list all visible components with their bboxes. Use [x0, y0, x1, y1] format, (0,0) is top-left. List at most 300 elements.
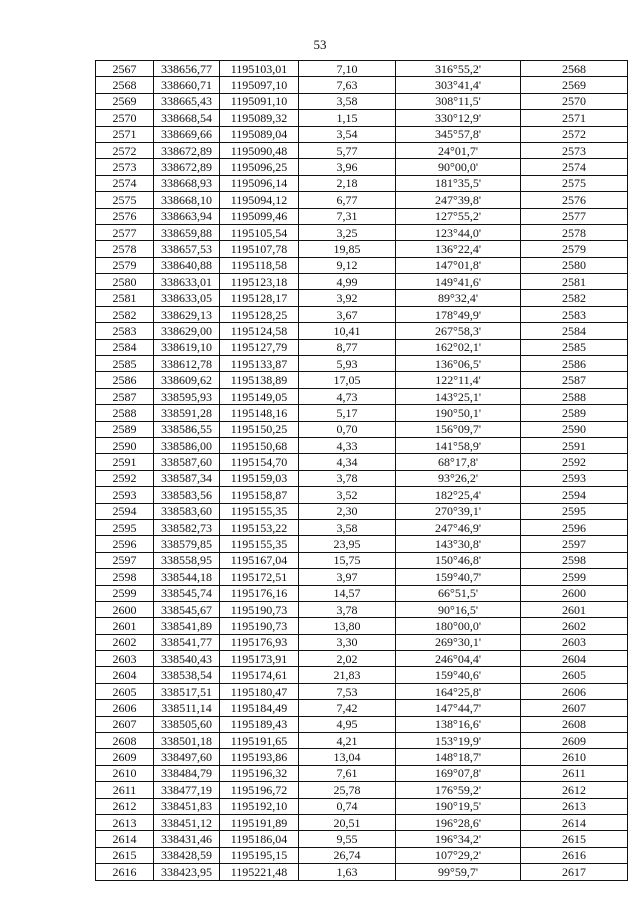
- bearing-cell: 107°29,2': [396, 847, 521, 863]
- to-point-cell: 2580: [521, 257, 628, 273]
- bearing-cell: 316°55,2': [396, 61, 521, 77]
- length-cell: 3,58: [299, 93, 396, 109]
- table-row: [96, 224, 628, 240]
- y-coordinate-cell: 1195167,04: [220, 552, 299, 568]
- table-row: [96, 798, 628, 814]
- from-point-cell: 2598: [96, 569, 154, 585]
- y-coordinate-cell: 1195189,43: [220, 716, 299, 732]
- bearing-cell: 190°19,5': [396, 798, 521, 814]
- bearing-cell: 196°28,6': [396, 814, 521, 830]
- y-coordinate-cell: 1195154,70: [220, 454, 299, 470]
- x-coordinate-cell: 338629,00: [154, 323, 220, 339]
- length-cell: 17,05: [299, 372, 396, 388]
- x-coordinate-cell: 338672,89: [154, 159, 220, 175]
- from-point-cell: 2596: [96, 536, 154, 552]
- from-point-cell: 2584: [96, 339, 154, 355]
- to-point-cell: 2603: [521, 634, 628, 650]
- x-coordinate-cell: 338423,95: [154, 864, 220, 880]
- from-point-cell: 2576: [96, 208, 154, 224]
- length-cell: 7,10: [299, 61, 396, 77]
- x-coordinate-cell: 338579,85: [154, 536, 220, 552]
- to-point-cell: 2584: [521, 323, 628, 339]
- length-cell: 7,31: [299, 208, 396, 224]
- to-point-cell: 2569: [521, 77, 628, 93]
- from-point-cell: 2599: [96, 585, 154, 601]
- bearing-cell: 164°25,8': [396, 683, 521, 699]
- bearing-cell: 345°57,8': [396, 126, 521, 142]
- bearing-cell: 136°06,5': [396, 356, 521, 372]
- y-coordinate-cell: 1195153,22: [220, 519, 299, 535]
- from-point-cell: 2589: [96, 421, 154, 437]
- table-row: [96, 437, 628, 453]
- table-row: [96, 733, 628, 749]
- to-point-cell: 2581: [521, 274, 628, 290]
- table-row: [96, 356, 628, 372]
- bearing-cell: 269°30,1': [396, 634, 521, 650]
- x-coordinate-cell: 338540,43: [154, 651, 220, 667]
- x-coordinate-cell: 338663,94: [154, 208, 220, 224]
- length-cell: 3,96: [299, 159, 396, 175]
- y-coordinate-cell: 1195196,32: [220, 765, 299, 781]
- y-coordinate-cell: 1195148,16: [220, 405, 299, 421]
- length-cell: 3,78: [299, 601, 396, 617]
- from-point-cell: 2593: [96, 487, 154, 503]
- from-point-cell: 2572: [96, 142, 154, 158]
- y-coordinate-cell: 1195097,10: [220, 77, 299, 93]
- length-cell: 3,97: [299, 569, 396, 585]
- x-coordinate-cell: 338497,60: [154, 749, 220, 765]
- bearing-cell: 330°12,9': [396, 110, 521, 126]
- table-row: [96, 487, 628, 503]
- length-cell: 3,78: [299, 470, 396, 486]
- length-cell: 0,70: [299, 421, 396, 437]
- y-coordinate-cell: 1195103,01: [220, 61, 299, 77]
- length-cell: 13,04: [299, 749, 396, 765]
- table-row: [96, 208, 628, 224]
- y-coordinate-cell: 1195150,68: [220, 437, 299, 453]
- from-point-cell: 2592: [96, 470, 154, 486]
- y-coordinate-cell: 1195176,16: [220, 585, 299, 601]
- x-coordinate-cell: 338545,67: [154, 601, 220, 617]
- bearing-cell: 176°59,2': [396, 782, 521, 798]
- x-coordinate-cell: 338484,79: [154, 765, 220, 781]
- to-point-cell: 2595: [521, 503, 628, 519]
- to-point-cell: 2587: [521, 372, 628, 388]
- x-coordinate-cell: 338633,01: [154, 274, 220, 290]
- table-row: [96, 77, 628, 93]
- y-coordinate-cell: 1195150,25: [220, 421, 299, 437]
- bearing-cell: 93°26,2': [396, 470, 521, 486]
- x-coordinate-cell: 338451,12: [154, 814, 220, 830]
- x-coordinate-cell: 338477,19: [154, 782, 220, 798]
- bearing-cell: 267°58,3': [396, 323, 521, 339]
- bearing-cell: 136°22,4': [396, 241, 521, 257]
- x-coordinate-cell: 338431,46: [154, 831, 220, 847]
- from-point-cell: 2580: [96, 274, 154, 290]
- from-point-cell: 2608: [96, 733, 154, 749]
- to-point-cell: 2608: [521, 716, 628, 732]
- to-point-cell: 2578: [521, 224, 628, 240]
- length-cell: 3,58: [299, 519, 396, 535]
- page-number: 53: [313, 37, 327, 52]
- length-cell: 3,25: [299, 224, 396, 240]
- from-point-cell: 2575: [96, 192, 154, 208]
- y-coordinate-cell: 1195089,32: [220, 110, 299, 126]
- table-row: [96, 618, 628, 634]
- x-coordinate-cell: 338544,18: [154, 569, 220, 585]
- to-point-cell: 2582: [521, 290, 628, 306]
- table-row: [96, 290, 628, 306]
- from-point-cell: 2615: [96, 847, 154, 863]
- length-cell: 7,63: [299, 77, 396, 93]
- length-cell: 4,73: [299, 388, 396, 404]
- to-point-cell: 2596: [521, 519, 628, 535]
- from-point-cell: 2597: [96, 552, 154, 568]
- y-coordinate-cell: 1195193,86: [220, 749, 299, 765]
- y-coordinate-cell: 1195176,93: [220, 634, 299, 650]
- x-coordinate-cell: 338428,59: [154, 847, 220, 863]
- to-point-cell: 2598: [521, 552, 628, 568]
- table-body: [96, 61, 628, 881]
- table-row: [96, 93, 628, 109]
- from-point-cell: 2600: [96, 601, 154, 617]
- to-point-cell: 2597: [521, 536, 628, 552]
- length-cell: 4,95: [299, 716, 396, 732]
- y-coordinate-cell: 1195107,78: [220, 241, 299, 257]
- y-coordinate-cell: 1195221,48: [220, 864, 299, 880]
- from-point-cell: 2601: [96, 618, 154, 634]
- to-point-cell: 2613: [521, 798, 628, 814]
- y-coordinate-cell: 1195174,61: [220, 667, 299, 683]
- from-point-cell: 2602: [96, 634, 154, 650]
- length-cell: 4,33: [299, 437, 396, 453]
- bearing-cell: 190°50,1': [396, 405, 521, 421]
- from-point-cell: 2581: [96, 290, 154, 306]
- to-point-cell: 2576: [521, 192, 628, 208]
- length-cell: 26,74: [299, 847, 396, 863]
- from-point-cell: 2609: [96, 749, 154, 765]
- table-row: [96, 454, 628, 470]
- y-coordinate-cell: 1195138,89: [220, 372, 299, 388]
- x-coordinate-cell: 338505,60: [154, 716, 220, 732]
- length-cell: 10,41: [299, 323, 396, 339]
- from-point-cell: 2577: [96, 224, 154, 240]
- x-coordinate-cell: 338545,74: [154, 585, 220, 601]
- length-cell: 19,85: [299, 241, 396, 257]
- x-coordinate-cell: 338583,56: [154, 487, 220, 503]
- y-coordinate-cell: 1195128,17: [220, 290, 299, 306]
- length-cell: 8,77: [299, 339, 396, 355]
- table-row: [96, 126, 628, 142]
- x-coordinate-cell: 338668,54: [154, 110, 220, 126]
- from-point-cell: 2590: [96, 437, 154, 453]
- x-coordinate-cell: 338587,60: [154, 454, 220, 470]
- to-point-cell: 2574: [521, 159, 628, 175]
- from-point-cell: 2613: [96, 814, 154, 830]
- from-point-cell: 2604: [96, 667, 154, 683]
- bearing-cell: 24°01,7': [396, 142, 521, 158]
- bearing-cell: 122°11,4': [396, 372, 521, 388]
- length-cell: 4,34: [299, 454, 396, 470]
- y-coordinate-cell: 1195191,65: [220, 733, 299, 749]
- to-point-cell: 2592: [521, 454, 628, 470]
- from-point-cell: 2607: [96, 716, 154, 732]
- x-coordinate-cell: 338619,10: [154, 339, 220, 355]
- to-point-cell: 2605: [521, 667, 628, 683]
- table-row: [96, 667, 628, 683]
- x-coordinate-cell: 338612,78: [154, 356, 220, 372]
- table-row: [96, 110, 628, 126]
- table-row: [96, 601, 628, 617]
- y-coordinate-cell: 1195186,04: [220, 831, 299, 847]
- length-cell: 1,15: [299, 110, 396, 126]
- table-row: [96, 61, 628, 77]
- length-cell: 5,93: [299, 356, 396, 372]
- y-coordinate-cell: 1195155,35: [220, 536, 299, 552]
- x-coordinate-cell: 338629,13: [154, 306, 220, 322]
- x-coordinate-cell: 338669,66: [154, 126, 220, 142]
- length-cell: 14,57: [299, 585, 396, 601]
- bearing-cell: 182°25,4': [396, 487, 521, 503]
- y-coordinate-cell: 1195118,58: [220, 257, 299, 273]
- from-point-cell: 2571: [96, 126, 154, 142]
- to-point-cell: 2571: [521, 110, 628, 126]
- x-coordinate-cell: 338517,51: [154, 683, 220, 699]
- length-cell: 3,67: [299, 306, 396, 322]
- to-point-cell: 2568: [521, 61, 628, 77]
- to-point-cell: 2599: [521, 569, 628, 585]
- y-coordinate-cell: 1195180,47: [220, 683, 299, 699]
- table-row: [96, 159, 628, 175]
- length-cell: 2,18: [299, 175, 396, 191]
- table-row: [96, 651, 628, 667]
- from-point-cell: 2586: [96, 372, 154, 388]
- from-point-cell: 2582: [96, 306, 154, 322]
- bearing-cell: 90°16,5': [396, 601, 521, 617]
- x-coordinate-cell: 338586,55: [154, 421, 220, 437]
- bearing-cell: 138°16,6': [396, 716, 521, 732]
- x-coordinate-cell: 338541,77: [154, 634, 220, 650]
- bearing-cell: 143°30,8': [396, 536, 521, 552]
- length-cell: 5,17: [299, 405, 396, 421]
- y-coordinate-cell: 1195089,04: [220, 126, 299, 142]
- y-coordinate-cell: 1195091,10: [220, 93, 299, 109]
- bearing-cell: 270°39,1': [396, 503, 521, 519]
- table-row: [96, 175, 628, 191]
- from-point-cell: 2570: [96, 110, 154, 126]
- x-coordinate-cell: 338668,93: [154, 175, 220, 191]
- from-point-cell: 2567: [96, 61, 154, 77]
- table-row: [96, 700, 628, 716]
- y-coordinate-cell: 1195196,72: [220, 782, 299, 798]
- to-point-cell: 2593: [521, 470, 628, 486]
- from-point-cell: 2595: [96, 519, 154, 535]
- table-row: [96, 634, 628, 650]
- bearing-cell: 123°44,0': [396, 224, 521, 240]
- length-cell: 20,51: [299, 814, 396, 830]
- x-coordinate-cell: 338587,34: [154, 470, 220, 486]
- y-coordinate-cell: 1195123,18: [220, 274, 299, 290]
- x-coordinate-cell: 338609,62: [154, 372, 220, 388]
- from-point-cell: 2585: [96, 356, 154, 372]
- to-point-cell: 2609: [521, 733, 628, 749]
- to-point-cell: 2602: [521, 618, 628, 634]
- x-coordinate-cell: 338591,28: [154, 405, 220, 421]
- bearing-cell: 159°40,7': [396, 569, 521, 585]
- y-coordinate-cell: 1195155,35: [220, 503, 299, 519]
- x-coordinate-cell: 338583,60: [154, 503, 220, 519]
- bearing-cell: 162°02,1': [396, 339, 521, 355]
- bearing-cell: 143°25,1': [396, 388, 521, 404]
- x-coordinate-cell: 338558,95: [154, 552, 220, 568]
- table-row: [96, 552, 628, 568]
- length-cell: 0,74: [299, 798, 396, 814]
- y-coordinate-cell: 1195133,87: [220, 356, 299, 372]
- length-cell: 3,54: [299, 126, 396, 142]
- x-coordinate-cell: 338511,14: [154, 700, 220, 716]
- bearing-cell: 247°46,9': [396, 519, 521, 535]
- bearing-cell: 156°09,7': [396, 421, 521, 437]
- from-point-cell: 2594: [96, 503, 154, 519]
- length-cell: 21,83: [299, 667, 396, 683]
- from-point-cell: 2614: [96, 831, 154, 847]
- x-coordinate-cell: 338501,18: [154, 733, 220, 749]
- from-point-cell: 2606: [96, 700, 154, 716]
- to-point-cell: 2579: [521, 241, 628, 257]
- bearing-cell: 169°07,8': [396, 765, 521, 781]
- to-point-cell: 2585: [521, 339, 628, 355]
- y-coordinate-cell: 1195128,25: [220, 306, 299, 322]
- y-coordinate-cell: 1195173,91: [220, 651, 299, 667]
- table-row: [96, 257, 628, 273]
- length-cell: 15,75: [299, 552, 396, 568]
- to-point-cell: 2577: [521, 208, 628, 224]
- length-cell: 7,53: [299, 683, 396, 699]
- x-coordinate-cell: 338595,93: [154, 388, 220, 404]
- length-cell: 5,77: [299, 142, 396, 158]
- from-point-cell: 2611: [96, 782, 154, 798]
- to-point-cell: 2612: [521, 782, 628, 798]
- to-point-cell: 2606: [521, 683, 628, 699]
- table-row: [96, 503, 628, 519]
- y-coordinate-cell: 1195124,58: [220, 323, 299, 339]
- bearing-cell: 246°04,4': [396, 651, 521, 667]
- length-cell: 3,30: [299, 634, 396, 650]
- to-point-cell: 2575: [521, 175, 628, 191]
- table-row: [96, 142, 628, 158]
- bearing-cell: 127°55,2': [396, 208, 521, 224]
- y-coordinate-cell: 1195190,73: [220, 618, 299, 634]
- table-row: [96, 683, 628, 699]
- from-point-cell: 2588: [96, 405, 154, 421]
- to-point-cell: 2601: [521, 601, 628, 617]
- table-row: [96, 831, 628, 847]
- table-row: [96, 569, 628, 585]
- table-row: [96, 585, 628, 601]
- y-coordinate-cell: 1195096,25: [220, 159, 299, 175]
- from-point-cell: 2616: [96, 864, 154, 880]
- to-point-cell: 2611: [521, 765, 628, 781]
- to-point-cell: 2600: [521, 585, 628, 601]
- from-point-cell: 2569: [96, 93, 154, 109]
- length-cell: 3,92: [299, 290, 396, 306]
- bearing-cell: 99°59,7': [396, 864, 521, 880]
- length-cell: 4,99: [299, 274, 396, 290]
- y-coordinate-cell: 1195172,51: [220, 569, 299, 585]
- length-cell: 23,95: [299, 536, 396, 552]
- to-point-cell: 2572: [521, 126, 628, 142]
- table-row: [96, 274, 628, 290]
- bearing-cell: 180°00,0': [396, 618, 521, 634]
- x-coordinate-cell: 338672,89: [154, 142, 220, 158]
- x-coordinate-cell: 338660,71: [154, 77, 220, 93]
- y-coordinate-cell: 1195094,12: [220, 192, 299, 208]
- to-point-cell: 2590: [521, 421, 628, 437]
- to-point-cell: 2616: [521, 847, 628, 863]
- x-coordinate-cell: 338665,43: [154, 93, 220, 109]
- y-coordinate-cell: 1195190,73: [220, 601, 299, 617]
- length-cell: 6,77: [299, 192, 396, 208]
- x-coordinate-cell: 338586,00: [154, 437, 220, 453]
- table-row: [96, 192, 628, 208]
- bearing-cell: 303°41,4': [396, 77, 521, 93]
- coordinates-table: [95, 60, 628, 881]
- table-row: [96, 372, 628, 388]
- bearing-cell: 247°39,8': [396, 192, 521, 208]
- y-coordinate-cell: 1195096,14: [220, 175, 299, 191]
- y-coordinate-cell: 1195195,15: [220, 847, 299, 863]
- to-point-cell: 2583: [521, 306, 628, 322]
- bearing-cell: 196°34,2': [396, 831, 521, 847]
- bearing-cell: 178°49,9': [396, 306, 521, 322]
- length-cell: 4,21: [299, 733, 396, 749]
- to-point-cell: 2570: [521, 93, 628, 109]
- length-cell: 2,30: [299, 503, 396, 519]
- table-row: [96, 405, 628, 421]
- from-point-cell: 2591: [96, 454, 154, 470]
- from-point-cell: 2583: [96, 323, 154, 339]
- y-coordinate-cell: 1195105,54: [220, 224, 299, 240]
- y-coordinate-cell: 1195127,79: [220, 339, 299, 355]
- x-coordinate-cell: 338659,88: [154, 224, 220, 240]
- bearing-cell: 308°11,5': [396, 93, 521, 109]
- length-cell: 13,80: [299, 618, 396, 634]
- table-row: [96, 388, 628, 404]
- to-point-cell: 2614: [521, 814, 628, 830]
- length-cell: 7,61: [299, 765, 396, 781]
- bearing-cell: 66°51,5': [396, 585, 521, 601]
- from-point-cell: 2574: [96, 175, 154, 191]
- bearing-cell: 153°19,9': [396, 733, 521, 749]
- bearing-cell: 147°01,8': [396, 257, 521, 273]
- bearing-cell: 90°00,0': [396, 159, 521, 175]
- bearing-cell: 159°40,6': [396, 667, 521, 683]
- from-point-cell: 2579: [96, 257, 154, 273]
- table-row: [96, 421, 628, 437]
- table-row: [96, 241, 628, 257]
- x-coordinate-cell: 338541,89: [154, 618, 220, 634]
- table-row: [96, 814, 628, 830]
- x-coordinate-cell: 338656,77: [154, 61, 220, 77]
- x-coordinate-cell: 338451,83: [154, 798, 220, 814]
- to-point-cell: 2607: [521, 700, 628, 716]
- from-point-cell: 2603: [96, 651, 154, 667]
- x-coordinate-cell: 338538,54: [154, 667, 220, 683]
- y-coordinate-cell: 1195191,89: [220, 814, 299, 830]
- table-row: [96, 323, 628, 339]
- length-cell: 9,12: [299, 257, 396, 273]
- from-point-cell: 2573: [96, 159, 154, 175]
